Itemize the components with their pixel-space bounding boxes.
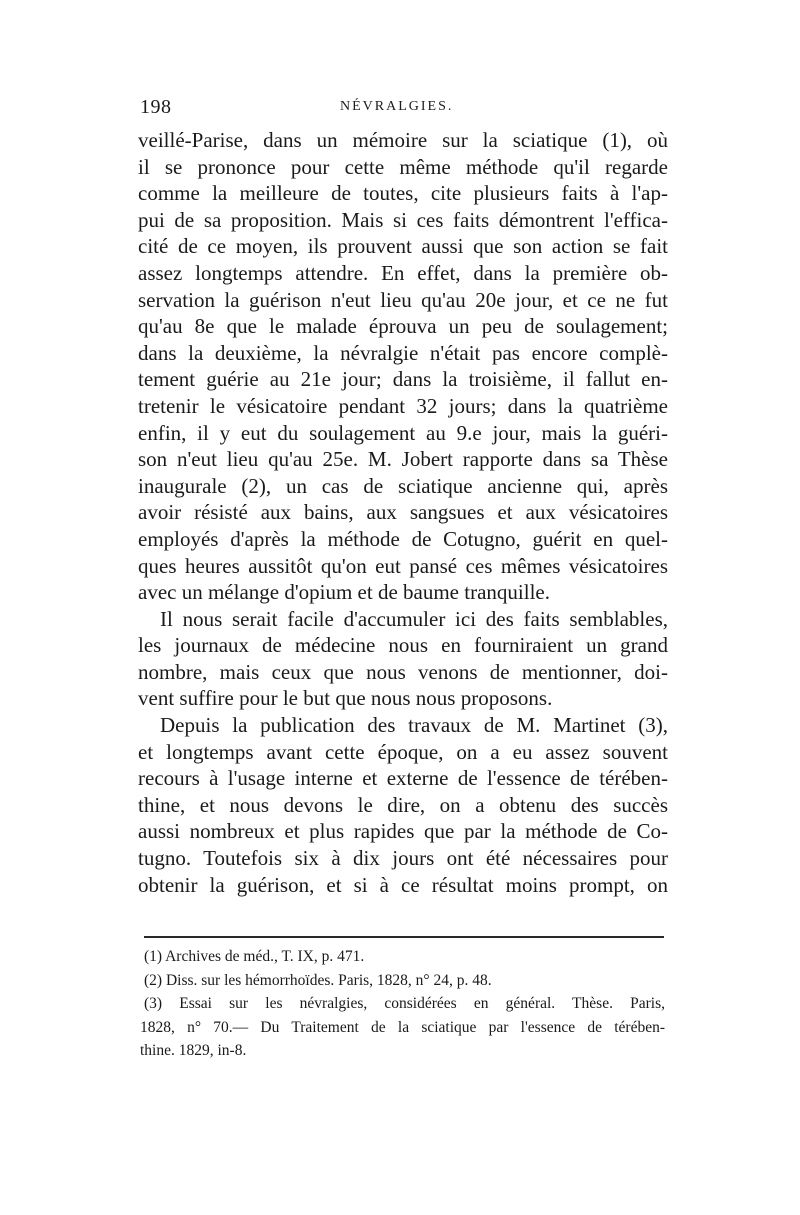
text-line: qu'au 8e que le malade éprouva un peu de soulagement; (138, 314, 668, 339)
footnote-3: (3) Essai sur les névralgies, considérées en général. Thèse. Paris, (144, 995, 665, 1012)
text-line: et longtemps avant cette époque, on a eu assez souvent (138, 739, 668, 764)
page-number: 198 (140, 96, 172, 118)
footnote-3-continued: 1828, n° 70.— Du Traitement de la sciatique par l'essence de térében- (140, 1018, 665, 1036)
text-line: comme la meilleure de toutes, cite plusieurs faits à l'ap- (138, 181, 668, 206)
text-line: avec un mélange d'opium et de baume tranquille. (138, 580, 550, 605)
text-line: ques heures aussitôt qu'on eut pansé ces mêmes vésicatoires (138, 553, 668, 578)
text-line: enfin, il y eut du soulagement au 9.e jour, mais la guéri- (138, 420, 668, 445)
text-line: servation la guérison n'eut lieu qu'au 20e jour, et ce ne fut (138, 287, 668, 312)
footnote-2: (2) Diss. sur les hémorrhoïdes. Paris, 1828, n° 24, p. 48. (144, 971, 492, 989)
text-line: assez longtemps attendre. En effet, dans la première ob- (138, 260, 668, 285)
text-line: nombre, mais ceux que nous venons de mentionner, doi- (138, 659, 668, 684)
text-line: il se prononce pour cette même méthode qu'il regarde (138, 154, 668, 179)
page-header (140, 96, 665, 122)
text-line: inaugurale (2), un cas de sciatique ancienne qui, après (138, 473, 668, 498)
text-line: thine, et nous devons le dire, on a obtenu des succès (138, 792, 668, 817)
body-text (138, 127, 668, 898)
footnote-3-end: thine. 1829, in-8. (140, 1042, 247, 1059)
footnotes (140, 945, 665, 1063)
text-line: employés d'après la méthode de Cotugno, guérit en quel- (138, 526, 668, 551)
footnote-1: (1) Archives de méd., T. IX, p. 471. (144, 948, 365, 965)
text-line: avoir résisté aux bains, aux sangsues et aux vésicatoires (138, 500, 668, 525)
text-line: tement guérie au 21e jour; dans la troisième, il fallut en- (138, 367, 668, 392)
text-line: pui de sa proposition. Mais si ces faits démontrent l'effica- (138, 207, 668, 232)
text-line: dans la deuxième, la névralgie n'était pas encore complè- (138, 340, 668, 365)
text-line: son n'eut lieu qu'au 25e. M. Jobert rapporte dans sa Thèse (138, 447, 668, 472)
text-line: tugno. Toutefois six à dix jours ont été nécessaires pour (138, 846, 668, 871)
text-line: veillé-Parise, dans un mémoire sur la sciatique (1), où (138, 128, 668, 152)
text-line: tretenir le vésicatoire pendant 32 jours; dans la quatrième (138, 393, 668, 418)
footnote-divider (144, 936, 664, 938)
text-line: les journaux de médecine nous en fourniraient un grand (138, 633, 668, 658)
text-line: recours à l'usage interne et externe de l'essence de térében- (138, 766, 668, 791)
text-line: aussi nombreux et plus rapides que par la méthode de Co- (138, 819, 668, 844)
text-line: cité de ce moyen, ils prouvent aussi que son action se fait (138, 234, 668, 259)
text-line: Il nous serait facile d'accumuler ici des faits semblables, (160, 606, 668, 631)
running-title: NÉVRALGIES. (340, 99, 454, 114)
text-line: Depuis la publication des travaux de M. Martinet (3), (160, 713, 668, 738)
text-line: obtenir la guérison, et si à ce résultat moins prompt, on (138, 872, 668, 897)
text-line: vent suffire pour le but que nous nous proposons. (138, 686, 553, 711)
